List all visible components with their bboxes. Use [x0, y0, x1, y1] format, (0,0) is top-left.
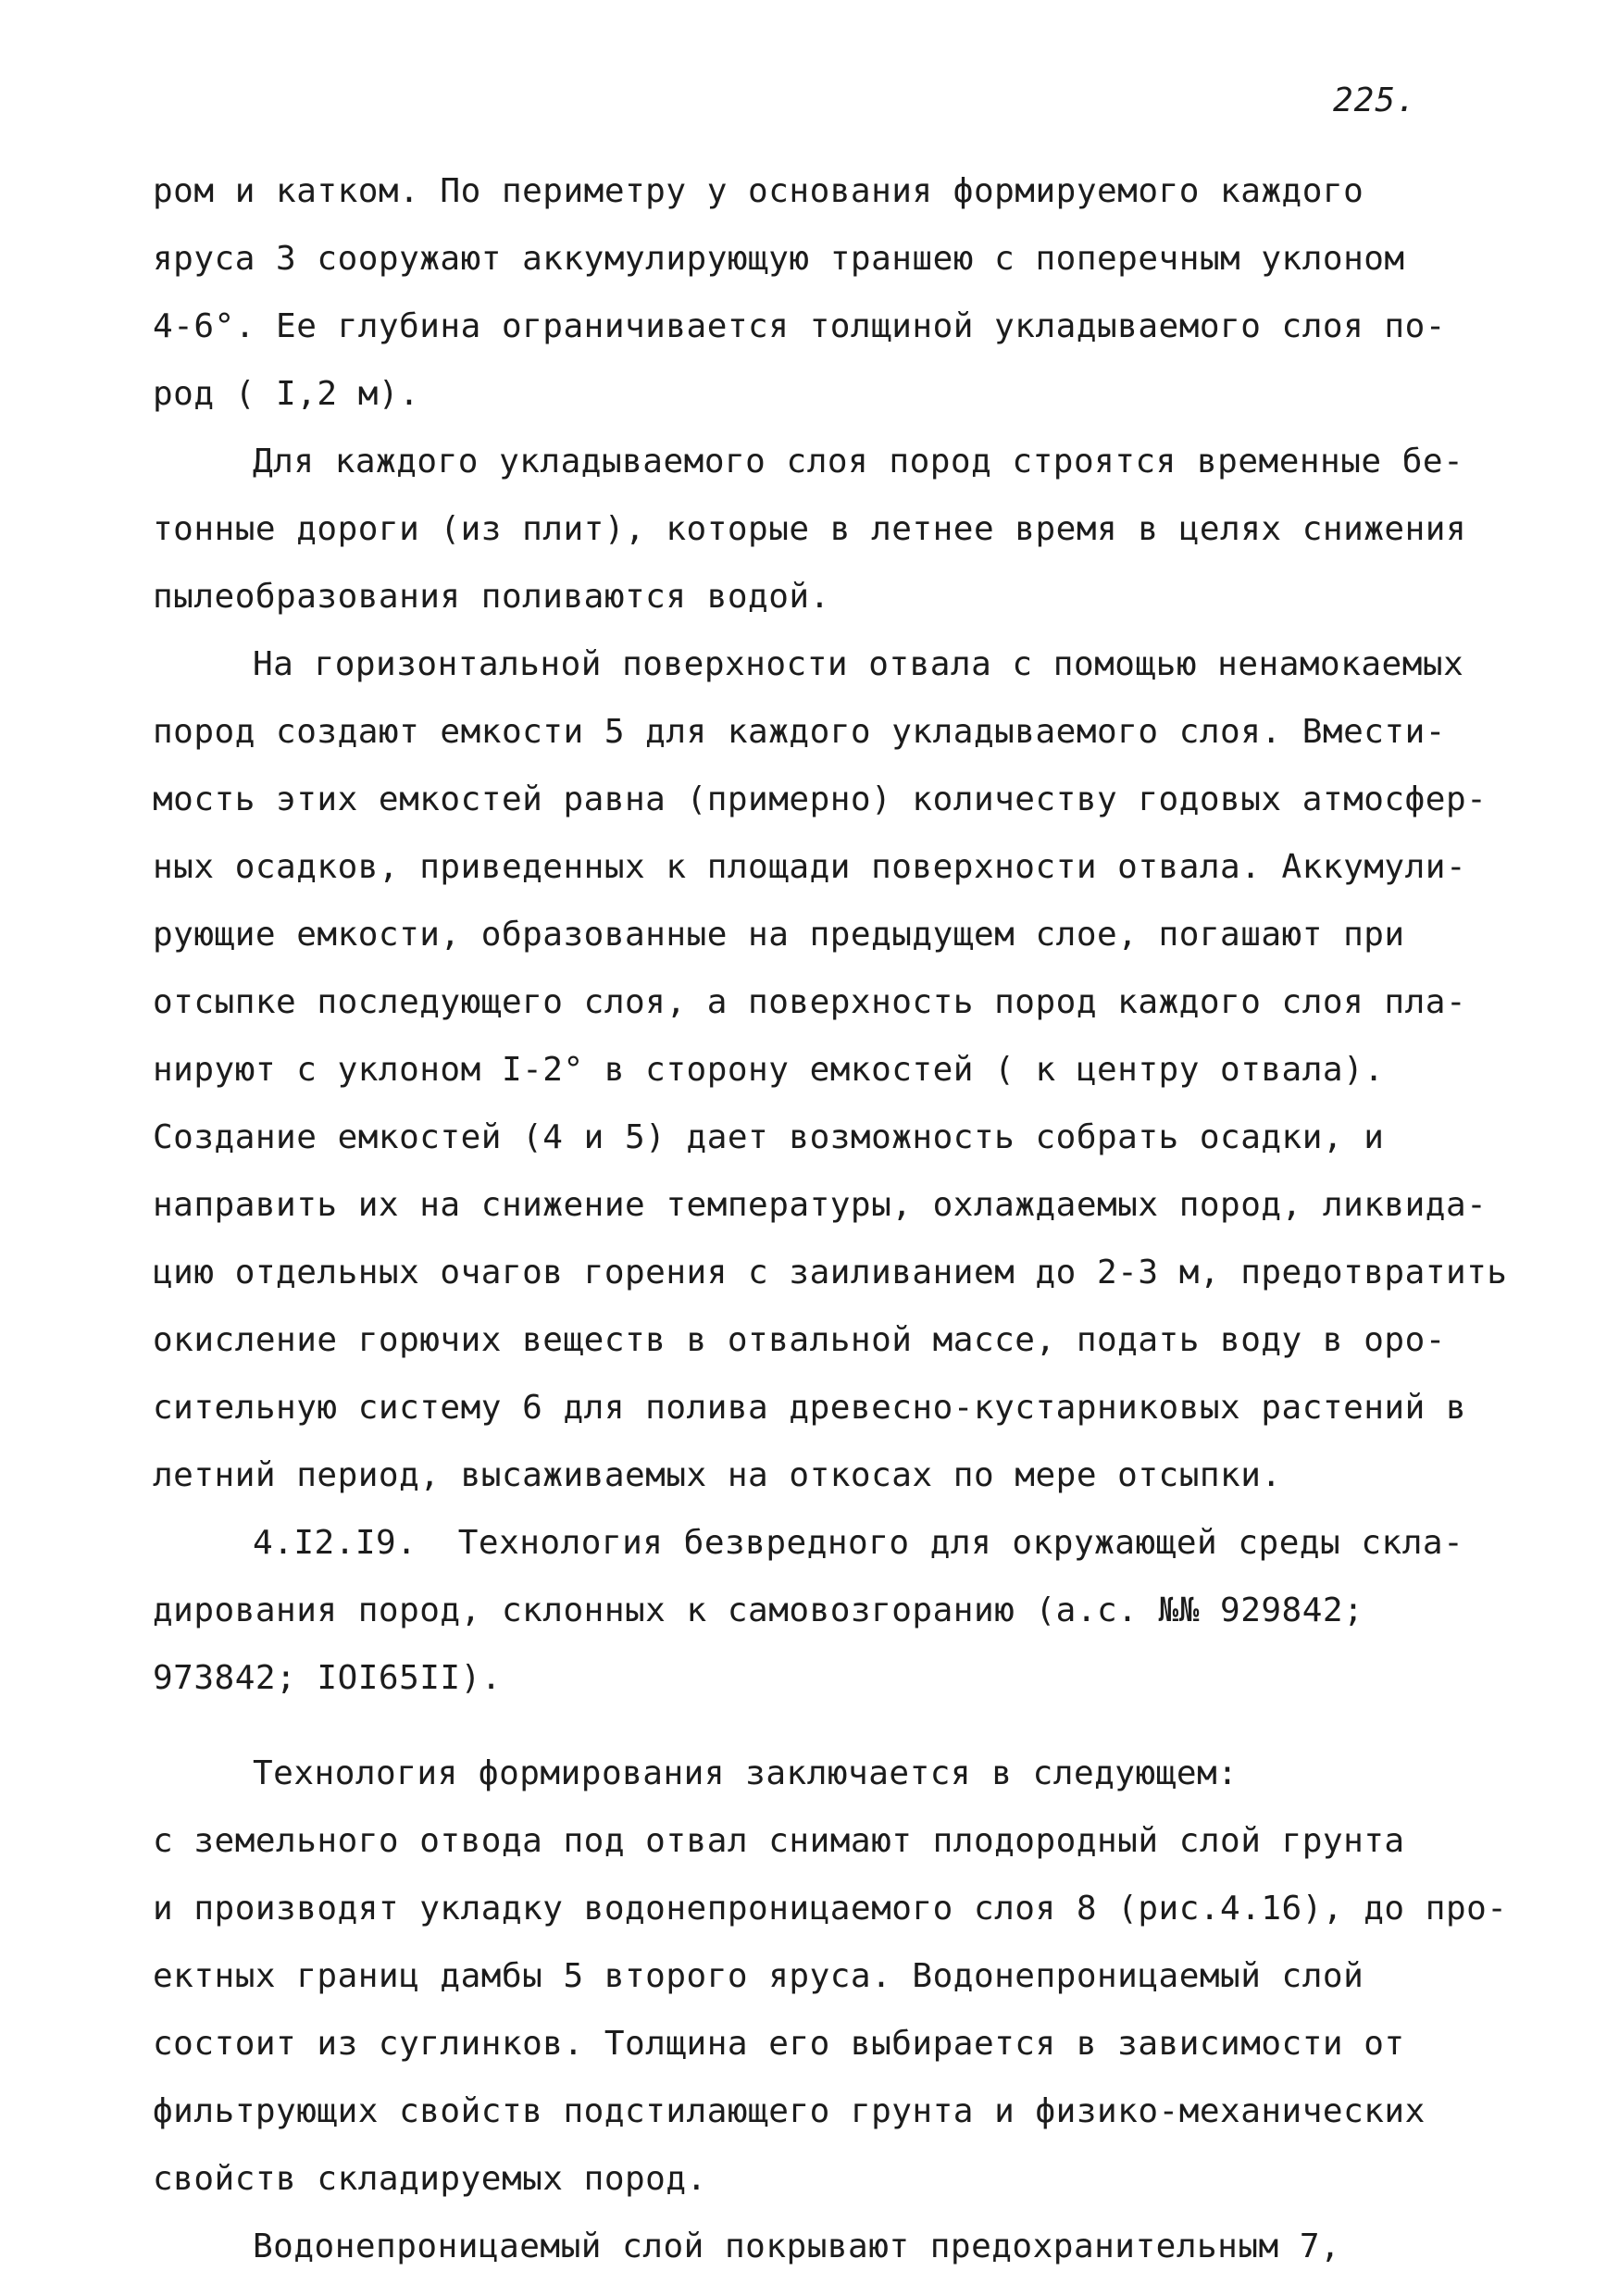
text-line: ных осадков, приведенных к площади поверхности отвала. Аккумули-: [153, 848, 1467, 886]
text-line: сительную систему 6 для полива древесно-кустарниковых растений в: [153, 1389, 1467, 1427]
text-line: рующие емкости, образованные на предыдущем слое, погашают при: [153, 916, 1405, 954]
text-line: Для каждого укладываемого слоя пород строятся временные бе-: [253, 443, 1464, 480]
text-line: фильтрующих свойств подстилающего грунта и физико-механических: [153, 2092, 1426, 2130]
text-line: 4-6°. Ее глубина ограничивается толщиной укладываемого слоя по-: [153, 307, 1446, 345]
text-line: род ( I,2 м).: [153, 375, 420, 413]
paragraph: [153, 630, 1508, 1509]
text-line: тонные дороги (из плит), которые в летнее время в целях снижения: [153, 510, 1467, 548]
text-line: мость этих емкостей равна (примерно) количеству годовых атмосфер-: [153, 780, 1488, 818]
text-line: окисление горючих веществ в отвальной массе, подать воду в оро-: [153, 1321, 1446, 1359]
paragraph: [153, 428, 1486, 630]
text-line: и производят укладку водонепроницаемого слоя 8 (рис.4.16), до про-: [153, 1890, 1508, 1928]
section-heading: [153, 1509, 1486, 1712]
paragraph: [153, 1740, 1508, 2213]
paragraph: [153, 2213, 1486, 2280]
text-line: нируют с уклоном I-2° в сторону емкостей ( к центру отвала).: [153, 1051, 1385, 1089]
text-line: направить их на снижение температуры, охлаждаемых пород, ликвида-: [153, 1186, 1488, 1224]
text-line: На горизонтальной поверхности отвала с помощью ненамокаемых: [253, 645, 1464, 683]
text-line: Технология формирования заключается в следующем:: [253, 1754, 1239, 1792]
text-line: ектных границ дамбы 5 второго яруса. Водонепроницаемый слой: [153, 1957, 1364, 1995]
text-line: отсыпке последующего слоя, а поверхность пород каждого слоя пла-: [153, 983, 1467, 1021]
text-line: Водонепроницаемый слой покрывают предохранительным 7,: [253, 2227, 1341, 2265]
text-line: 973842; IOI65II).: [153, 1659, 502, 1697]
text-line: ром и катком. По периметру у основания формируемого каждого: [153, 172, 1364, 210]
text-line: состоит из суглинков. Толщина его выбирается в зависимости от: [153, 2025, 1405, 2063]
paragraph-gap: [153, 1712, 1486, 1740]
page-number: 225.: [1333, 81, 1417, 119]
text-line: 4.I2.I9. Технология безвредного для окружающей среды скла-: [253, 1524, 1464, 1562]
text-line: Создание емкостей (4 и 5) дает возможность собрать осадки, и: [153, 1118, 1385, 1156]
text-line: яруса 3 сооружают аккумулирующую траншею с поперечным уклоном: [153, 240, 1405, 278]
text-line: цию отдельных очагов горения с заиливанием до 2-3 м, предотвратить: [153, 1254, 1508, 1292]
paragraph: [153, 157, 1486, 428]
text-line: свойств складируемых пород.: [153, 2160, 707, 2198]
text-line: пылеобразования поливаются водой.: [153, 578, 830, 616]
text-line: летний период, высаживаемых на откосах по мере отсыпки.: [153, 1456, 1282, 1494]
text-line: пород создают емкости 5 для каждого укладываемого слоя. Вмести-: [153, 713, 1446, 751]
body-text: [153, 157, 1508, 2280]
text-line: дирования пород, склонных к самовозгоранию (а.с. №№ 929842;: [153, 1591, 1364, 1629]
text-line: с земельного отвода под отвал снимают плодородный слой грунта: [153, 1822, 1405, 1860]
